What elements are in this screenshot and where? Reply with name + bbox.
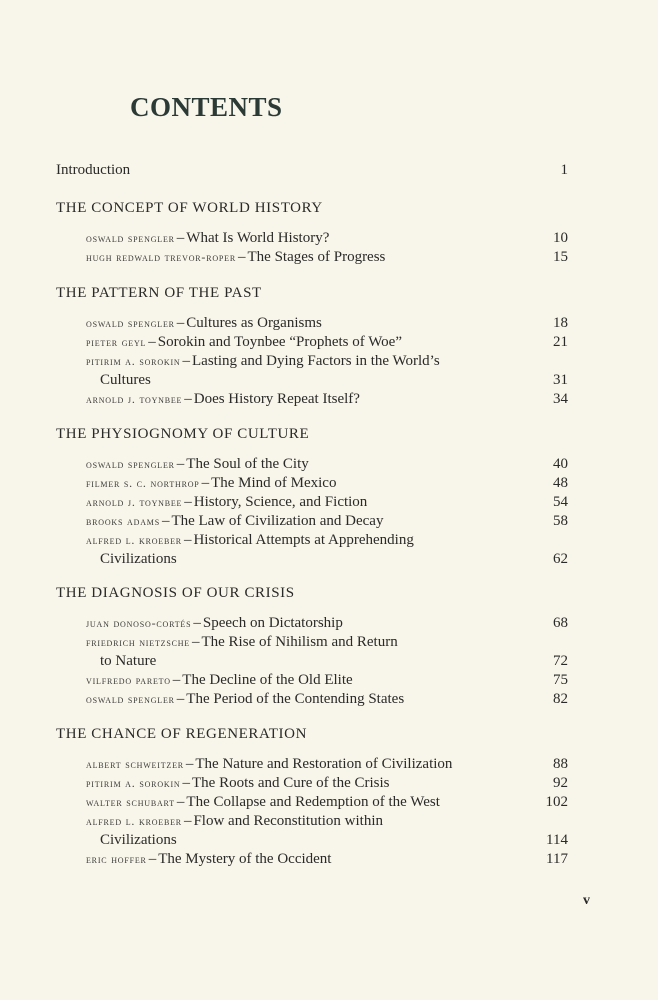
entry-dash: – [184, 494, 192, 510]
entry-title: Speech on Dictatorship [202, 615, 343, 631]
entry-title: The Law of Civilization and Decay [171, 513, 384, 529]
toc-entry [56, 671, 568, 690]
entry-author: hugh redwald trevor-roper [86, 250, 236, 264]
contents-section [56, 585, 568, 709]
entry-author: eric hoffer [86, 852, 147, 866]
entry-title-continuation: Cultures [100, 372, 151, 388]
entry-author: oswald spengler [86, 316, 175, 330]
toc-entry [56, 774, 568, 793]
toc-entry [56, 614, 568, 633]
entry-title: The Stages of Progress [247, 249, 386, 265]
entry-author: juan donoso-cortés [86, 616, 192, 630]
entry-title: The Mind of Mexico [211, 475, 337, 491]
section-heading: THE DIAGNOSIS OF OUR CRISIS [56, 585, 295, 601]
section-heading: THE CONCEPT OF WORLD HISTORY [56, 200, 323, 216]
entry-dash: – [238, 249, 246, 265]
entry-title: History, Science, and Fiction [193, 494, 368, 510]
contents-section [56, 285, 568, 409]
entry-title-continuation: Civilizations [100, 832, 177, 848]
entry-title: Cultures as Organisms [186, 315, 322, 331]
entry-page-number: 92 [553, 775, 568, 791]
entry-author: pieter geyl [86, 335, 147, 349]
toc-entry [56, 850, 568, 869]
entry-dash: – [183, 532, 192, 548]
contents-section [56, 200, 568, 267]
entry-page-number: 102 [545, 794, 568, 810]
entry-title: The Collapse and Redemption of the West [186, 794, 440, 810]
entry-dash: – [183, 813, 192, 829]
entry-page-number: 10 [553, 230, 568, 246]
entry-author: albert schweitzer [86, 757, 184, 771]
entry-dash: – [182, 775, 191, 791]
entry-page-number: 88 [553, 756, 568, 772]
toc-entry [56, 531, 568, 569]
entry-author: oswald spengler [86, 457, 175, 471]
entry-dash: – [172, 672, 181, 688]
entry-page-number: 117 [546, 851, 568, 867]
entry-title: The Roots and Cure of the Crisis [192, 775, 390, 791]
entry-dash: – [161, 513, 170, 529]
toc-entry [56, 812, 568, 850]
section-heading: THE PATTERN OF THE PAST [56, 285, 262, 301]
entry-author: walter schubart [86, 795, 175, 809]
entry-author: brooks adams [86, 514, 160, 528]
toc-entry [56, 755, 568, 774]
entry-page-number: 62 [553, 551, 568, 567]
entry-title-continuation: Civilizations [100, 551, 177, 567]
entry-page-number: 82 [553, 691, 568, 707]
toc-entry [56, 390, 568, 409]
entry-dash: – [176, 230, 185, 246]
toc-entry [56, 690, 568, 709]
contents-section [56, 426, 568, 569]
entry-author: arnold j. toynbee [86, 495, 183, 509]
entry-title: Does History Repeat Itself? [193, 391, 360, 407]
entry-dash: – [185, 756, 194, 772]
entry-title: Historical Attempts at Apprehending [193, 532, 414, 548]
entry-author: oswald spengler [86, 231, 175, 245]
entry-dash: – [176, 456, 185, 472]
entry-title: Lasting and Dying Factors in the World’s [192, 353, 440, 369]
entry-author: filmer s. c. northrop [86, 476, 200, 490]
entry-author: arnold j. toynbee [86, 392, 183, 406]
section-heading: THE CHANCE OF REGENERATION [56, 726, 308, 742]
page-folio: v [583, 893, 590, 908]
entry-title: Flow and Reconstitution within [193, 813, 384, 829]
entry-title: The Period of the Contending States [186, 691, 405, 707]
entry-author: oswald spengler [86, 692, 175, 706]
toc-entry [56, 455, 568, 474]
toc-entry [56, 314, 568, 333]
entry-author: pitirim a. sorokin [86, 354, 181, 368]
entry-page-number: 21 [553, 334, 568, 350]
entry-author: alfred l. kroeber [86, 533, 182, 547]
entry-title: What Is World History? [186, 230, 330, 246]
entry-page-number: 31 [553, 372, 568, 388]
entry-dash: – [191, 634, 200, 650]
introduction-label: Introduction [56, 162, 131, 178]
entry-title: The Nature and Restoration of Civilization [195, 756, 453, 772]
introduction-entry [56, 162, 568, 179]
toc-entry [56, 493, 568, 512]
entry-page-number: 72 [553, 653, 568, 669]
entry-title: The Soul of the City [186, 456, 309, 472]
introduction-page: 1 [560, 162, 568, 178]
entry-dash: – [201, 475, 210, 491]
section-heading: THE PHYSIOGNOMY OF CULTURE [56, 426, 310, 442]
entry-dash: – [176, 691, 185, 707]
entry-title: The Mystery of the Occident [158, 851, 332, 867]
entry-page-number: 15 [553, 249, 568, 265]
entry-page-number: 34 [553, 391, 568, 407]
entry-dash: – [176, 315, 185, 331]
contents-section [56, 726, 568, 869]
entry-page-number: 18 [553, 315, 568, 331]
toc-entry [56, 633, 568, 671]
toc-entry [56, 352, 568, 390]
toc-entry [56, 793, 568, 812]
toc-entry [56, 512, 568, 531]
entry-page-number: 75 [553, 672, 568, 688]
toc-entry [56, 474, 568, 493]
entry-title: The Rise of Nihilism and Return [201, 634, 398, 650]
entry-page-number: 114 [546, 832, 568, 848]
entry-dash: – [184, 391, 192, 407]
entry-author: vilfredo pareto [86, 673, 171, 687]
entry-page-number: 54 [553, 494, 568, 510]
toc-entry [56, 333, 568, 352]
entry-dash: – [176, 794, 185, 810]
entry-title: Sorokin and Toynbee “Prophets of Woe” [157, 334, 402, 350]
entry-page-number: 40 [553, 456, 568, 472]
entry-dash: – [182, 353, 191, 369]
entry-title-continuation: to Nature [100, 653, 157, 669]
entry-page-number: 48 [553, 475, 568, 491]
entry-dash: – [148, 851, 157, 867]
page-title: CONTENTS [130, 92, 283, 122]
entry-dash: – [193, 615, 201, 631]
entry-page-number: 58 [553, 513, 568, 529]
entry-dash: – [148, 334, 156, 350]
entry-title: The Decline of the Old Elite [182, 672, 353, 688]
entry-author: alfred l. kroeber [86, 814, 182, 828]
toc-entry [56, 248, 568, 267]
entry-page-number: 68 [553, 615, 568, 631]
entry-author: friedrich nietzsche [86, 635, 190, 649]
toc-entry [56, 229, 568, 248]
entry-author: pitirim a. sorokin [86, 776, 181, 790]
